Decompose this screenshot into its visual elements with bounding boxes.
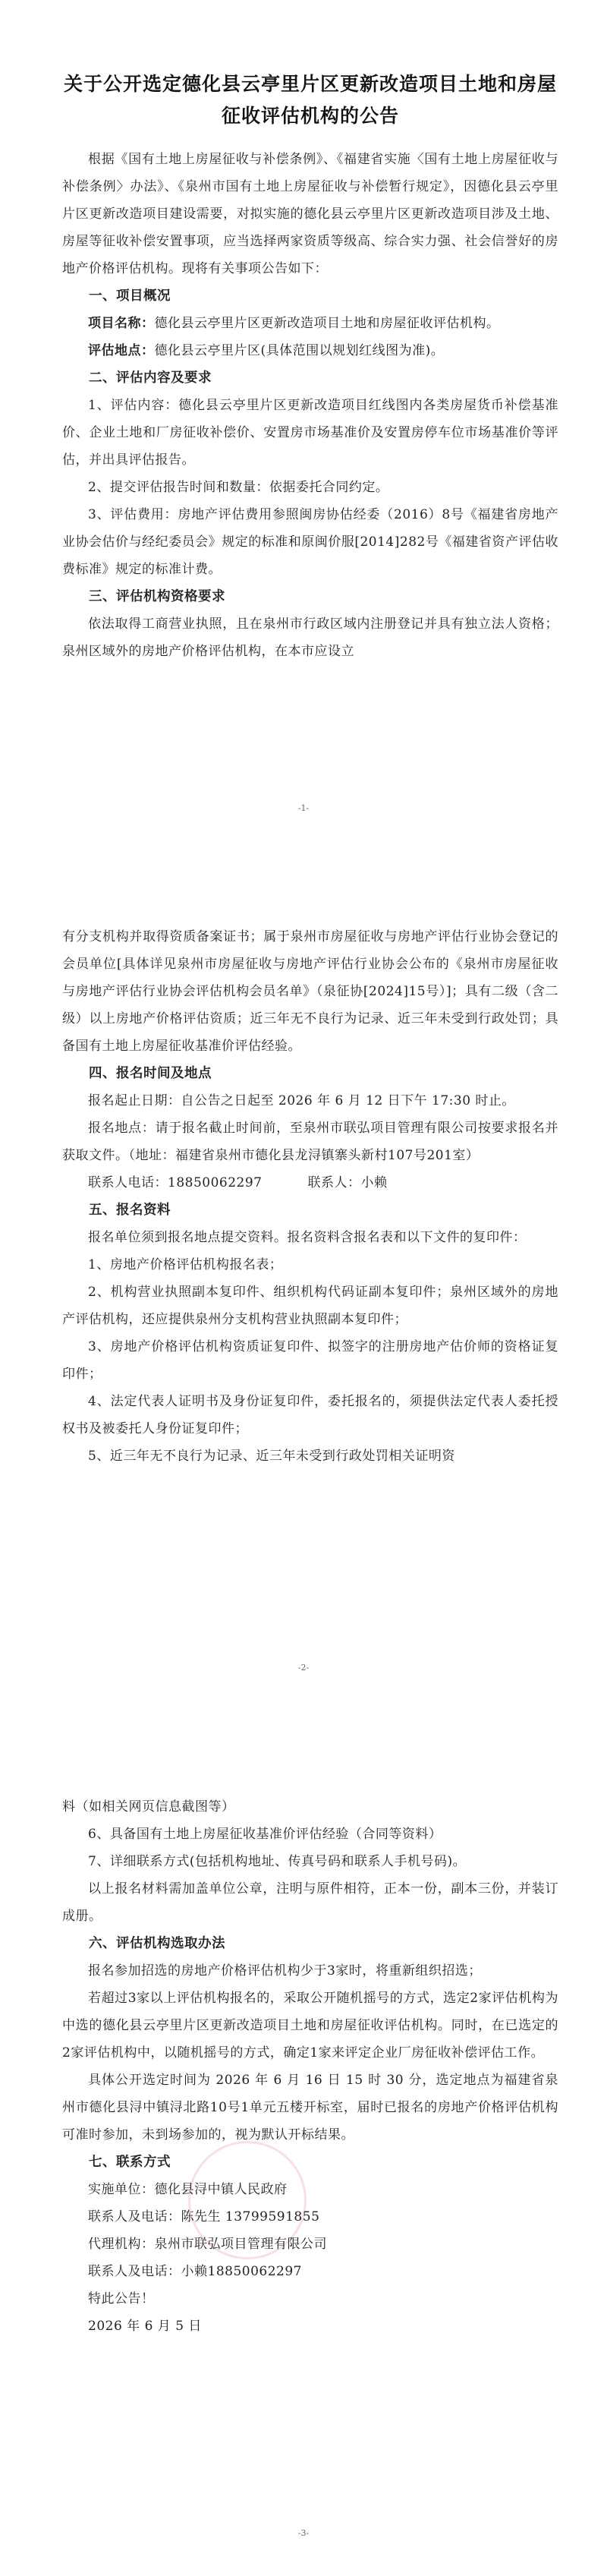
section6-text-2: 若超过3家以上评估机构报名的，采取公开随机摇号的方式，选定2家评估机构为中选的德化县云亭里片区更新改造项目土地和房屋征收评估机构。同时，在已选定的2家评估机构中，以随机摇号的方式，确定1家来评定企业厂房征收补偿评估工作。 — [62, 1991, 558, 2060]
contact1-line — [62, 2203, 558, 2231]
project-name-paragraph — [62, 310, 558, 337]
document-title: 关于公开选定德化县云亭里片区更新改造项目土地和房屋征收评估机构的公告 — [63, 73, 557, 127]
registration-time: 报名起止日期：自公告之日起至 2026 年 6 月 12 日下午 17:30 时止。 — [88, 1093, 515, 1108]
location-paragraph — [62, 337, 558, 364]
notice-date: 2026 年 6 月 5 日 — [88, 2319, 202, 2334]
page-1 — [0, 46, 607, 665]
contact-phone: 联系人电话：18850062297 — [88, 1175, 263, 1190]
section-heading-1: 一、项目概况 — [89, 288, 171, 304]
section5-text: 报名单位须到报名地点提交资料。报名资料含报名表和以下文件的复印件： — [88, 1230, 527, 1245]
page-2 — [0, 923, 607, 1470]
section5-item-3: 3、房地产价格评估机构资质证复印件、拟签字的注册房地产估价师的资格证复印件； — [62, 1339, 558, 1382]
section5-item-5: 5、近三年无不良行为记录、近三年未受到行政处罚相关证明资 — [88, 1449, 455, 1464]
section-heading-3: 三、评估机构资格要求 — [89, 589, 225, 604]
location-value: 德化县云亭里片区(具体范围以规划红线图为准)。 — [154, 343, 445, 358]
section2-item-3: 3、评估费用：房地产评估费用参照闽房协估经委（2016）8号《福建省房地产业协会估价与经纪委员会》规定的标准和原闽价服[2014]282号《福建省资产评估收费标准》规定的标准计费。 — [62, 507, 558, 577]
location-label: 评估地点： — [88, 343, 155, 358]
contact2-label: 联系人及电话： — [88, 2264, 181, 2279]
section3-continued: 有分支机构并取得资质备案证书；属于泉州市房屋征收与房地产评估行业协会登记的会员单位[具体详见泉州市房屋征收与房地产评估行业协会公布的《泉州市房屋征收与房地产评估行业协会评估机构会员名单》（泉征协[2024]15号）]；具有二级（含二级）以上房地产价格评估资质；近三年无不良行为记录、近三年未受到行政处罚；具备国有土地上房屋征收基准价评估经验。 — [62, 929, 558, 1054]
section-heading-7: 七、联系方式 — [89, 2155, 171, 2170]
section5-item-6: 6、具备国有土地上房屋征收基准价评估经验（合同等资料） — [88, 1827, 442, 1842]
page-number-3: -3- — [297, 2528, 310, 2538]
registration-place: 报名地点：请于报名截止时间前，至泉州市联弘项目管理有限公司按要求报名并获取文件。（地址：福建省泉州市德化县龙浔镇寨头新村107号201室） — [62, 1121, 558, 1163]
page-number-1: -1- — [297, 803, 310, 813]
contact2-value: 小赖18850062297 — [181, 2264, 302, 2279]
contact-line — [62, 1169, 558, 1197]
section-heading-2: 二、评估内容及要求 — [89, 370, 212, 386]
agent-label: 代理机构： — [88, 2237, 155, 2252]
implementer-value: 德化县浔中镇人民政府 — [154, 2182, 288, 2197]
project-name-label: 项目名称： — [88, 316, 155, 331]
implementer-label: 实施单位： — [88, 2182, 155, 2197]
section5-item-7: 7、详细联系方式(包括机构地址、传真号码和联系人手机号码)。 — [88, 1854, 467, 1869]
section-heading-5: 五、报名资料 — [89, 1203, 171, 1218]
closing-text: 特此公告！ — [88, 2291, 155, 2306]
contact1-value: 陈先生 13799591855 — [181, 2209, 320, 2224]
section6-text-3: 具体公开选定时间为 2026 年 6 月 16 日 15 时 30 分，选定地点为福建省泉州市德化县浔中镇浔北路10号1单元五楼开标室，届时已报名的房地产价格评估机构可准时参加，未到场参加的，视为默认开标结果。 — [62, 2073, 558, 2142]
agent-value: 泉州市联弘项目管理有限公司 — [154, 2237, 327, 2252]
section5-item-4: 4、法定代表人证明书及身份证复印件，委托报名的，须提供法定代表人委托授权书及被委托人身份证复印件； — [62, 1394, 558, 1436]
agent-line — [62, 2231, 558, 2258]
intro-paragraph: 根据《国有土地上房屋征收与补偿条例》、《福建省实施〈国有土地上房屋征收与补偿条例〉办法》、《泉州市国有土地上房屋征收与补偿暂行规定》，因德化县云亭里片区更新改造项目建设需要，对拟实施的德化县云亭里片区更新改造项目涉及土地、房屋等征收补偿安置事项，应当选择两家资质等级高、综合实力强、社会信誉好的房地产价格评估机构。现将有关事项公告如下： — [62, 152, 558, 276]
section-heading-6: 六、评估机构选取办法 — [89, 1936, 225, 1951]
section-heading-4: 四、报名时间及地点 — [89, 1066, 212, 1081]
contact-person: 联系人：小赖 — [307, 1175, 388, 1190]
implementer-line — [62, 2176, 558, 2203]
contact2-line — [62, 2258, 558, 2285]
project-name-value: 德化县云亭里片区更新改造项目土地和房屋征收评估机构。 — [154, 316, 500, 331]
page-3 — [0, 1793, 607, 2340]
section5-note: 以上报名材料需加盖单位公章，注明与原件相符，正本一份，副本三份，并装订成册。 — [62, 1881, 558, 1924]
section5-continued: 料（如相关网页信息截图等） — [62, 1799, 235, 1815]
page-number-2: -2- — [297, 1663, 310, 1673]
contact1-label: 联系人及电话： — [88, 2209, 181, 2224]
section3-text: 依法取得工商营业执照，且在泉州市行政区域内注册登记并具有独立法人资格；泉州区域外的房地产价格评估机构，在本市应设立 — [62, 616, 558, 659]
section6-text-1: 报名参加招选的房地产价格评估机构少于3家时，将重新组织招选； — [88, 1963, 482, 1979]
section5-item-2: 2、机构营业执照副本复印件、组织机构代码证副本复印件；泉州区域外的房地产评估机构，还应提供泉州分支机构营业执照副本复印件； — [62, 1285, 558, 1327]
section5-item-1: 1、房地产价格评估机构报名表； — [88, 1257, 283, 1272]
section2-item-1: 1、评估内容：德化县云亭里片区更新改造项目红线图内各类房屋货币补偿基准价、企业土地和厂房征收补偿价、安置房市场基准价及安置房停车位市场基准价等评估，并出具评估报告。 — [62, 398, 558, 468]
section2-item-2: 2、提交评估报告时间和数量：依据委托合同约定。 — [88, 480, 389, 495]
